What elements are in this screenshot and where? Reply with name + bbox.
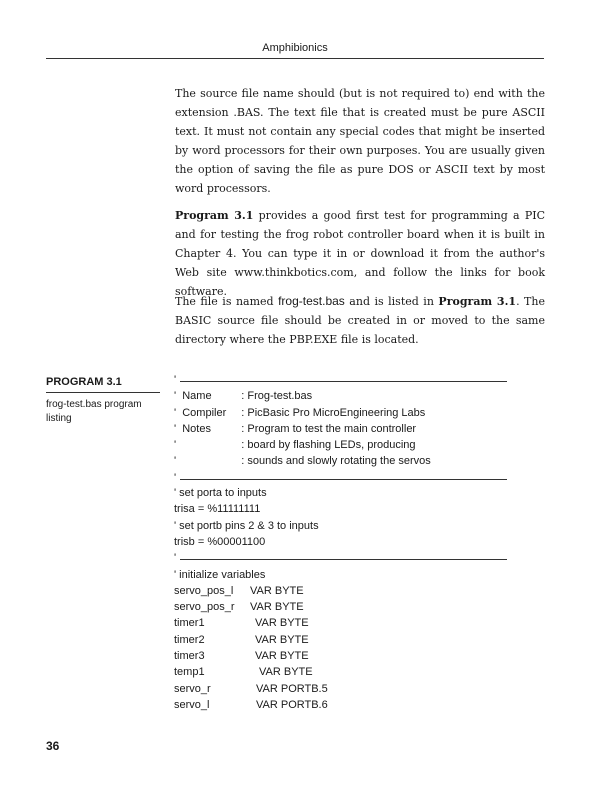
code-line: ' set porta to inputs <box>174 487 267 500</box>
paragraph-text: The file is named <box>175 295 279 308</box>
program-ref: Program 3.1 <box>438 295 517 308</box>
code-line: trisb = %00001100 <box>174 535 266 548</box>
var-name: timer2 <box>174 633 205 646</box>
header-value: Program to test the main controller <box>247 422 417 435</box>
header-sep: : <box>241 390 245 403</box>
var-type: VAR PORTB.5 <box>256 682 328 695</box>
sidebar-rule <box>46 392 160 393</box>
paragraph-text: provides a good first test for programming a PIC and for testing the frog robot controller board when it is built in Chapter 4. You can type it in or download it from the author's Web site www.thinkbotics.com, and follow the links for book software. <box>175 209 546 298</box>
apostrophe: ' <box>174 374 177 386</box>
code-divider <box>180 381 507 382</box>
code-header-row <box>174 437 514 453</box>
var-type: VAR BYTE <box>250 584 304 597</box>
paragraph-source-file: The source file name should (but is not required to) end with the extension .BAS. The text file that is created must be pure ASCII text. It must not contain any special codes that might be inserted by word processors for their own purposes. You are usually given the option of saving the file as pure DOS or ASCII text by most word processors. <box>175 87 545 195</box>
paragraph-text: . The BASIC source file should be created in or moved to the same directory where the PBP.EXE file is located. <box>175 295 545 346</box>
header-sep: : <box>241 422 245 435</box>
code-rule-line <box>174 550 514 566</box>
var-name: servo_l <box>174 698 210 711</box>
header-sep: : <box>241 406 245 419</box>
var-name: servo_r <box>174 682 211 695</box>
header-sep: : <box>241 439 245 452</box>
var-declaration <box>174 648 514 664</box>
var-declaration <box>174 583 514 599</box>
var-declaration <box>174 697 514 713</box>
paragraph-text: and is listed in <box>344 295 439 308</box>
running-header: Amphibionics <box>262 42 328 54</box>
var-name: timer1 <box>174 617 205 630</box>
code-divider <box>180 559 507 560</box>
code-line: trisa = %11111111 <box>174 503 261 516</box>
var-type: VAR BYTE <box>255 617 309 630</box>
code-line: ' set portb pins 2 & 3 to inputs <box>174 519 319 532</box>
code-rule-line <box>174 470 514 486</box>
var-name: servo_pos_r <box>174 601 235 614</box>
header-label: Compiler <box>182 406 227 419</box>
var-name: temp1 <box>174 666 205 679</box>
header-label: Notes <box>182 422 211 435</box>
var-declaration <box>174 632 514 648</box>
header-value: sounds and slowly rotating the servos <box>247 455 431 468</box>
code-divider <box>180 479 507 480</box>
var-declaration <box>174 681 514 697</box>
apostrophe: ' <box>174 552 177 565</box>
header-sep: : <box>241 455 245 468</box>
var-declaration <box>174 664 514 680</box>
var-type: VAR BYTE <box>255 650 309 663</box>
code-header-row <box>174 421 514 437</box>
apostrophe: ' <box>174 471 177 484</box>
apostrophe: ' <box>174 390 177 403</box>
code-rule-line <box>174 372 514 388</box>
header-value: Frog-test.bas <box>247 390 313 403</box>
apostrophe: ' <box>174 406 177 419</box>
header-rule <box>46 58 544 59</box>
header-label: Name <box>182 390 212 403</box>
paragraph-file-name <box>175 292 545 349</box>
var-declaration <box>174 599 514 615</box>
apostrophe: ' <box>174 422 177 435</box>
code-header-row <box>174 388 514 404</box>
paragraph-program-intro <box>175 206 545 301</box>
var-declaration <box>174 615 514 631</box>
header-value: board by flashing LEDs, producing <box>247 439 416 452</box>
var-name: servo_pos_l <box>174 584 234 597</box>
apostrophe: ' <box>174 455 177 468</box>
var-type: VAR BYTE <box>255 633 309 646</box>
code-header-row <box>174 453 514 469</box>
program-label: PROGRAM 3.1 <box>46 376 122 388</box>
apostrophe: ' <box>174 439 177 452</box>
var-type: VAR PORTB.6 <box>256 698 328 711</box>
var-type: VAR BYTE <box>250 601 304 614</box>
program-caption: frog-test.bas program listing <box>46 399 142 424</box>
code-line: ' initialize variables <box>174 568 266 581</box>
var-type: VAR BYTE <box>259 666 313 679</box>
header-value: PicBasic Pro MicroEngineering Labs <box>247 406 426 419</box>
code-listing <box>174 372 514 713</box>
file-name: frog-test.bas <box>278 294 345 308</box>
var-name: timer3 <box>174 650 205 663</box>
page-number: 36 <box>46 739 60 753</box>
code-header-row <box>174 405 514 421</box>
program-ref: Program 3.1 <box>175 209 254 222</box>
